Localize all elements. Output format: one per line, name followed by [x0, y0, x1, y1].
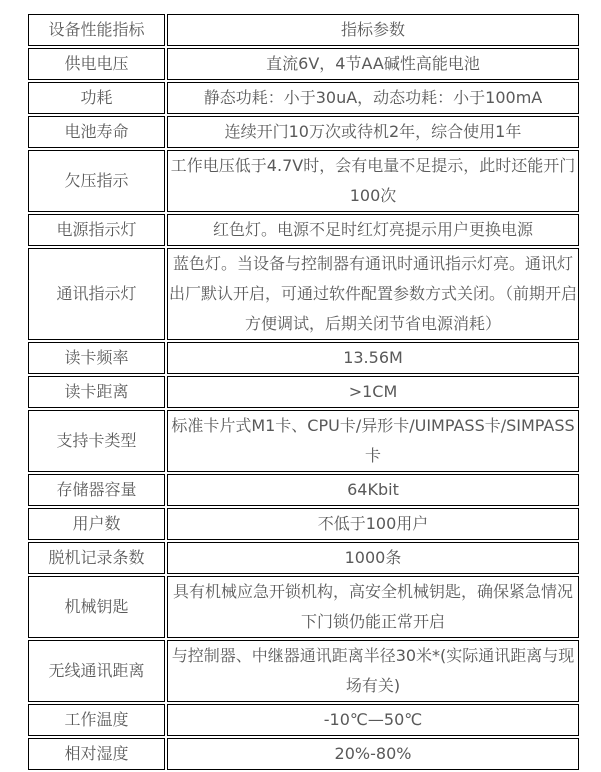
row-label: 功耗 [28, 82, 165, 114]
table-row [28, 214, 579, 246]
row-label: 供电电压 [28, 48, 165, 80]
row-label: 读卡频率 [28, 342, 165, 374]
row-value: 工作电压低于4.7V时，会有电量不足提示，此时还能开门100次 [167, 150, 579, 212]
row-value: 蓝色灯。当设备与控制器有通讯时通讯指示灯亮。通讯灯出厂默认开启，可通过软件配置参数方式关闭。（前期开启方便调试，后期关闭节省电源消耗） [167, 248, 579, 340]
row-value: 13.56M [167, 342, 579, 374]
table-row [28, 542, 579, 574]
row-label: 欠压指示 [28, 150, 165, 212]
row-label: 脱机记录条数 [28, 542, 165, 574]
row-label: 通讯指示灯 [28, 248, 165, 340]
row-value: 20%-80% [167, 738, 579, 770]
device-spec-table [26, 12, 581, 772]
table-row [28, 342, 579, 374]
table-row [28, 82, 579, 114]
table-row [28, 474, 579, 506]
table-row [28, 704, 579, 736]
row-value: -10℃—50℃ [167, 704, 579, 736]
row-value: 与控制器、中继器通讯距离半径30米*(实际通讯距离与现场有关) [167, 640, 579, 702]
header-cell-indicator: 设备性能指标 [28, 14, 165, 46]
row-value: 1000条 [167, 542, 579, 574]
row-value: 具有机械应急开锁机构，高安全机械钥匙，确保紧急情况下门锁仍能正常开启 [167, 576, 579, 638]
row-value: 64Kbit [167, 474, 579, 506]
row-label: 电源指示灯 [28, 214, 165, 246]
row-label: 支持卡类型 [28, 410, 165, 472]
table-row [28, 410, 579, 472]
row-value: >1CM [167, 376, 579, 408]
row-label: 无线通讯距离 [28, 640, 165, 702]
row-value: 连续开门10万次或待机2年，综合使用1年 [167, 116, 579, 148]
table-row [28, 116, 579, 148]
row-value: 红色灯。电源不足时红灯亮提示用户更换电源 [167, 214, 579, 246]
table-row [28, 48, 579, 80]
row-label: 机械钥匙 [28, 576, 165, 638]
table-row [28, 376, 579, 408]
table-row [28, 150, 579, 212]
row-label: 电池寿命 [28, 116, 165, 148]
header-cell-parameter: 指标参数 [167, 14, 579, 46]
row-label: 用户数 [28, 508, 165, 540]
row-label: 读卡距离 [28, 376, 165, 408]
table-row [28, 576, 579, 638]
row-value: 直流6V，4节AA碱性高能电池 [167, 48, 579, 80]
table-row [28, 508, 579, 540]
table-row [28, 640, 579, 702]
row-value: 不低于100用户 [167, 508, 579, 540]
table-row [28, 248, 579, 340]
row-label: 相对湿度 [28, 738, 165, 770]
row-label: 存储器容量 [28, 474, 165, 506]
table-row [28, 738, 579, 770]
row-value: 静态功耗：小于30uA，动态功耗：小于100mA [167, 82, 579, 114]
header-row [28, 14, 579, 46]
row-value: 标准卡片式M1卡、CPU卡/异形卡/UIMPASS卡/SIMPASS卡 [167, 410, 579, 472]
row-label: 工作温度 [28, 704, 165, 736]
